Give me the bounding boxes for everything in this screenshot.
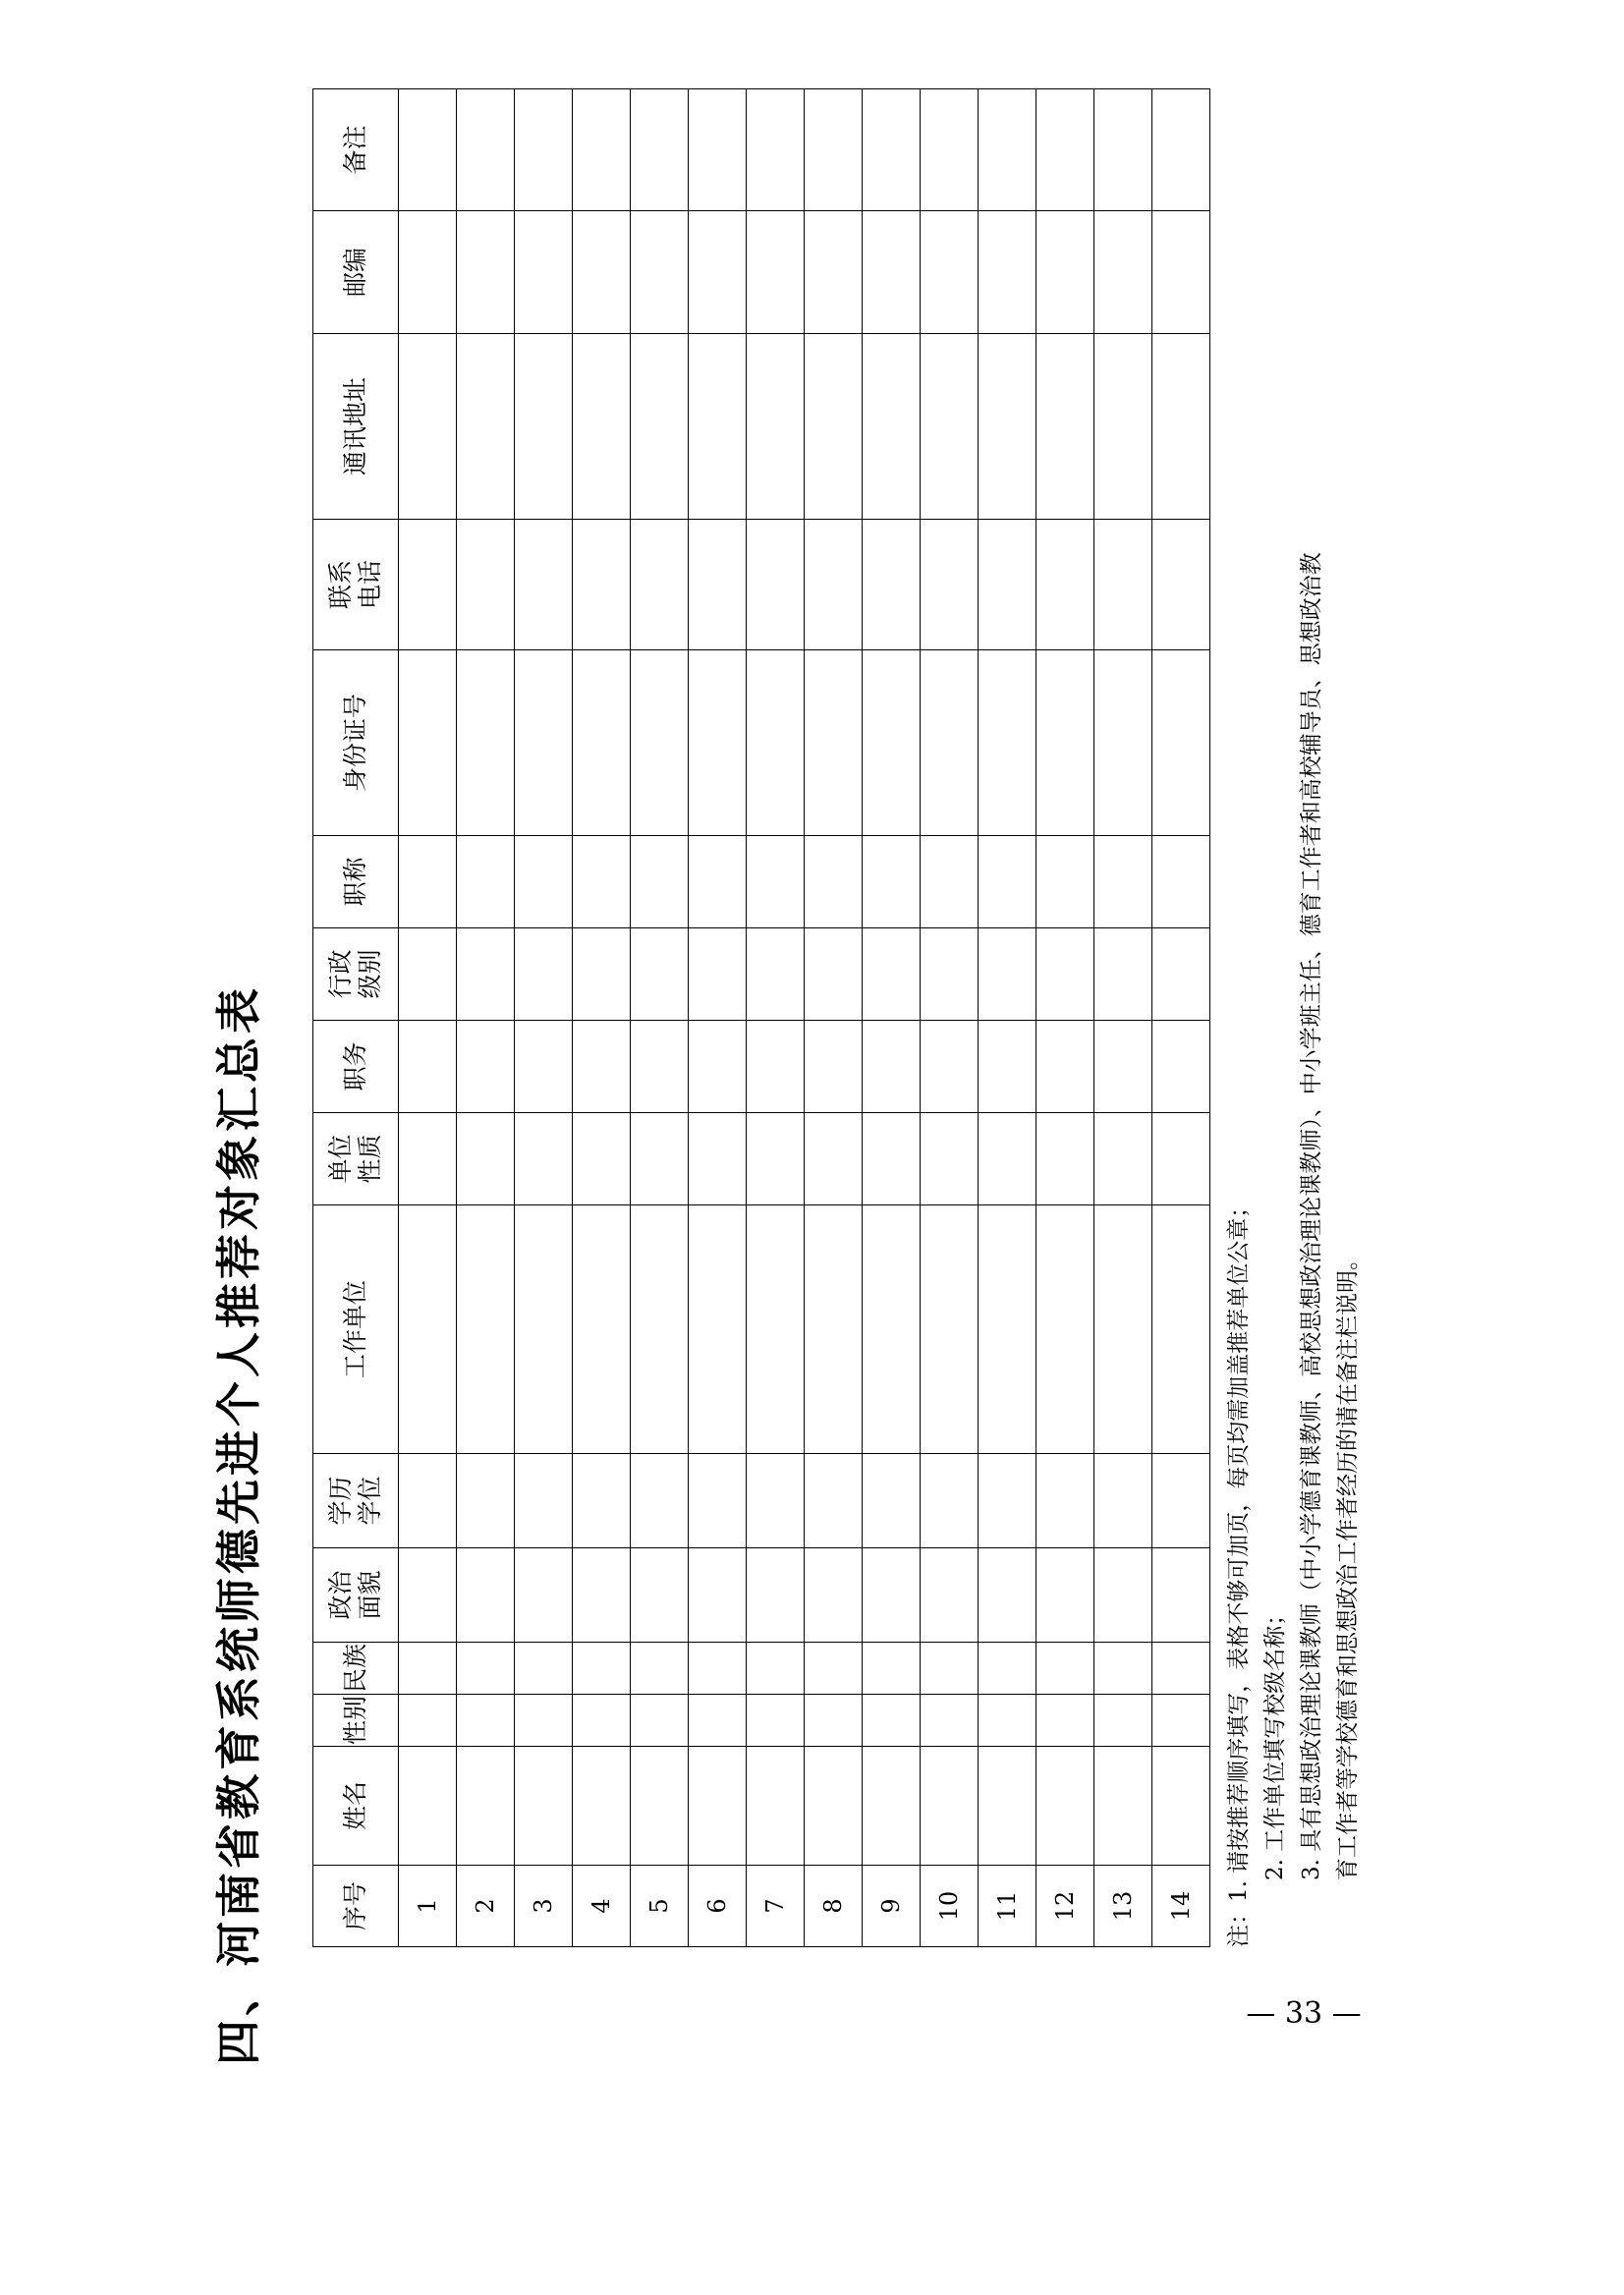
empty-cell [573, 520, 631, 650]
empty-cell [631, 1548, 689, 1643]
empty-cell [863, 1548, 921, 1643]
table-row [631, 89, 689, 1947]
column-header [313, 1113, 399, 1205]
empty-cell [1152, 650, 1210, 836]
empty-cell [399, 334, 457, 520]
column-header [313, 1021, 399, 1113]
empty-cell [457, 650, 515, 836]
row-number-cell: 4 [573, 1866, 631, 1947]
empty-cell [805, 211, 863, 334]
row-number-cell: 2 [457, 1866, 515, 1947]
empty-cell [979, 928, 1036, 1021]
empty-cell [747, 89, 805, 211]
empty-cell [805, 1548, 863, 1643]
empty-cell [689, 1113, 747, 1205]
empty-cell [863, 211, 921, 334]
table-row [399, 89, 457, 1947]
note-line-1: 注：1. 请按推荐顺序填写，表格不够可加页，每页均需加盖推荐单位公章； [1226, 1195, 1252, 1947]
empty-cell [863, 650, 921, 836]
empty-cell [863, 334, 921, 520]
column-header [313, 1643, 399, 1695]
empty-cell [805, 836, 863, 928]
empty-cell [573, 1747, 631, 1866]
empty-cell [457, 1205, 515, 1454]
empty-cell [979, 1548, 1036, 1643]
column-header [313, 650, 399, 836]
row-number-cell: 8 [805, 1866, 863, 1947]
empty-cell [1036, 211, 1094, 334]
empty-cell [747, 650, 805, 836]
table-row [805, 89, 863, 1947]
empty-cell [747, 520, 805, 650]
empty-cell [747, 1643, 805, 1695]
column-header-text: 级别 [356, 949, 384, 999]
empty-cell [399, 1643, 457, 1695]
empty-cell [1152, 1205, 1210, 1454]
column-header [313, 928, 399, 1021]
empty-cell [979, 1643, 1036, 1695]
column-header-text: 政治 [326, 1570, 355, 1620]
empty-cell [1094, 1643, 1152, 1695]
empty-cell [747, 1548, 805, 1643]
empty-cell [921, 1747, 979, 1866]
empty-cell [689, 1205, 747, 1454]
table-row [979, 89, 1036, 1947]
column-header-text: 身份证号 [341, 694, 369, 793]
empty-cell [457, 1113, 515, 1205]
empty-cell [1152, 1021, 1210, 1113]
empty-cell [1036, 334, 1094, 520]
empty-cell [689, 1548, 747, 1643]
row-number-cell: 14 [1152, 1866, 1210, 1947]
empty-cell [457, 334, 515, 520]
empty-cell [747, 1113, 805, 1205]
column-header-text: 邮编 [341, 248, 369, 298]
row-number-cell: 11 [979, 1866, 1036, 1947]
empty-cell [805, 1695, 863, 1747]
empty-cell [1036, 1021, 1094, 1113]
empty-cell [1036, 928, 1094, 1021]
column-header [313, 836, 399, 928]
empty-cell [805, 650, 863, 836]
column-header-text: 职务 [341, 1041, 369, 1092]
empty-cell [399, 1454, 457, 1548]
empty-cell [515, 1021, 573, 1113]
empty-cell [515, 211, 573, 334]
empty-cell [805, 1747, 863, 1866]
empty-cell [979, 1205, 1036, 1454]
empty-cell [921, 1113, 979, 1205]
empty-cell [457, 1021, 515, 1113]
empty-cell [979, 334, 1036, 520]
empty-cell [631, 1113, 689, 1205]
empty-cell [689, 836, 747, 928]
empty-cell [1152, 1695, 1210, 1747]
empty-cell [805, 928, 863, 1021]
empty-cell [863, 1643, 921, 1695]
empty-cell [631, 1454, 689, 1548]
empty-cell [921, 89, 979, 211]
empty-cell [631, 1643, 689, 1695]
summary-table [312, 88, 1210, 1947]
empty-cell [1152, 1454, 1210, 1548]
empty-cell [1152, 1548, 1210, 1643]
row-number-cell: 9 [863, 1866, 921, 1947]
empty-cell [399, 928, 457, 1021]
empty-cell [1036, 1695, 1094, 1747]
empty-cell [631, 1205, 689, 1454]
empty-cell [515, 1643, 573, 1695]
empty-cell [863, 1454, 921, 1548]
empty-cell [1094, 1747, 1152, 1866]
page-number: — 33 — [1246, 1996, 1362, 2031]
column-header [313, 334, 399, 520]
empty-cell [631, 1021, 689, 1113]
empty-cell [1036, 1205, 1094, 1454]
empty-cell [863, 1205, 921, 1454]
row-number-cell: 1 [399, 1866, 457, 1947]
empty-cell [457, 1643, 515, 1695]
empty-cell [747, 1205, 805, 1454]
column-header [313, 1454, 399, 1548]
empty-cell [689, 928, 747, 1021]
empty-cell [573, 1695, 631, 1747]
empty-cell [1094, 211, 1152, 334]
table-row [1152, 89, 1210, 1947]
empty-cell [573, 650, 631, 836]
row-number-cell: 12 [1036, 1866, 1094, 1947]
empty-cell [689, 520, 747, 650]
empty-cell [1094, 1695, 1152, 1747]
table-row [457, 89, 515, 1947]
empty-cell [1036, 1548, 1094, 1643]
empty-cell [631, 89, 689, 211]
empty-cell [805, 89, 863, 211]
empty-cell [457, 1454, 515, 1548]
column-header [313, 1548, 399, 1643]
empty-cell [515, 1454, 573, 1548]
row-number-cell: 3 [515, 1866, 573, 1947]
empty-cell [921, 1205, 979, 1454]
empty-cell [863, 89, 921, 211]
empty-cell [1152, 928, 1210, 1021]
empty-cell [515, 1205, 573, 1454]
row-number-cell: 7 [747, 1866, 805, 1947]
empty-cell [399, 1747, 457, 1866]
empty-cell [457, 1548, 515, 1643]
empty-cell [921, 334, 979, 520]
column-header-text: 性别 [341, 1696, 369, 1746]
empty-cell [515, 1747, 573, 1866]
empty-cell [631, 520, 689, 650]
empty-cell [1094, 1021, 1152, 1113]
table-row [921, 89, 979, 1947]
empty-cell [399, 1205, 457, 1454]
column-header-text: 通讯地址 [341, 377, 369, 476]
row-number-cell: 10 [921, 1866, 979, 1947]
empty-cell [921, 520, 979, 650]
empty-cell [399, 1113, 457, 1205]
empty-cell [457, 1695, 515, 1747]
empty-cell [863, 1021, 921, 1113]
column-header [313, 211, 399, 334]
notes [1221, 198, 1367, 1947]
empty-cell [921, 928, 979, 1021]
empty-cell [863, 928, 921, 1021]
empty-cell [689, 1454, 747, 1548]
column-header [313, 1205, 399, 1454]
empty-cell [1152, 836, 1210, 928]
table-row [1094, 89, 1152, 1947]
empty-cell [515, 334, 573, 520]
empty-cell [805, 1021, 863, 1113]
empty-cell [979, 1695, 1036, 1747]
empty-cell [689, 1747, 747, 1866]
empty-cell [805, 1643, 863, 1695]
empty-cell [515, 928, 573, 1021]
empty-cell [1036, 1113, 1094, 1205]
empty-cell [921, 836, 979, 928]
empty-cell [1152, 89, 1210, 211]
empty-cell [863, 836, 921, 928]
empty-cell [805, 1454, 863, 1548]
empty-cell [515, 89, 573, 211]
empty-cell [457, 211, 515, 334]
column-header-text: 姓名 [341, 1781, 369, 1831]
column-header-text: 工作单位 [341, 1280, 369, 1379]
rotated-page-content [199, 125, 1428, 2075]
empty-cell [399, 89, 457, 211]
empty-cell [805, 1113, 863, 1205]
empty-cell [1094, 836, 1152, 928]
empty-cell [515, 1695, 573, 1747]
empty-cell [399, 1021, 457, 1113]
empty-cell [457, 1747, 515, 1866]
empty-cell [1152, 520, 1210, 650]
column-header-text: 序号 [341, 1881, 369, 1931]
empty-cell [573, 928, 631, 1021]
empty-cell [1036, 520, 1094, 650]
table-row [515, 89, 573, 1947]
empty-cell [979, 89, 1036, 211]
empty-cell [689, 211, 747, 334]
empty-cell [747, 928, 805, 1021]
empty-cell [921, 1695, 979, 1747]
empty-cell [921, 1454, 979, 1548]
column-header [313, 1695, 399, 1747]
note-line-3: 3. 具有思想政治理论课教师（中小学德育课教师、高校思想政治理论课教师）、中小学班主任、德育工作者和高校辅导员、思想政治教 [1299, 552, 1324, 1880]
empty-cell [1094, 650, 1152, 836]
empty-cell [1094, 928, 1152, 1021]
empty-cell [1094, 520, 1152, 650]
column-header [313, 89, 399, 211]
empty-cell [689, 1643, 747, 1695]
empty-cell [979, 1454, 1036, 1548]
empty-cell [573, 1454, 631, 1548]
empty-cell [747, 1454, 805, 1548]
empty-cell [979, 1747, 1036, 1866]
document-title: 四、河南省教育系统师德先进个人推荐对象汇总表 [212, 984, 265, 2065]
empty-cell [805, 334, 863, 520]
empty-cell [573, 334, 631, 520]
column-header-text: 学位 [356, 1476, 384, 1526]
empty-cell [863, 1747, 921, 1866]
empty-cell [1152, 211, 1210, 334]
column-header-text: 学历 [326, 1476, 355, 1526]
note-line-4: 育工作者等学校德育和思想政治工作者经历的请在备注栏说明。 [1335, 1248, 1361, 1880]
empty-cell [1036, 650, 1094, 836]
empty-cell [1094, 1113, 1152, 1205]
empty-cell [631, 650, 689, 836]
empty-cell [631, 1695, 689, 1747]
empty-cell [399, 1695, 457, 1747]
empty-cell [805, 1205, 863, 1454]
empty-cell [747, 1695, 805, 1747]
empty-cell [457, 520, 515, 650]
column-header-text: 备注 [341, 125, 369, 175]
empty-cell [689, 1695, 747, 1747]
empty-cell [1152, 1113, 1210, 1205]
column-header-text: 职称 [341, 857, 369, 907]
empty-cell [747, 1021, 805, 1113]
empty-cell [1036, 836, 1094, 928]
empty-cell [863, 1695, 921, 1747]
empty-cell [515, 1548, 573, 1643]
table-body [399, 89, 1210, 1947]
column-header [313, 520, 399, 650]
empty-cell [747, 334, 805, 520]
column-header-text: 民族 [341, 1644, 369, 1694]
table-row [747, 89, 805, 1947]
column-header-text: 电话 [356, 560, 384, 610]
empty-cell [573, 1643, 631, 1695]
column-header-text: 联系 [326, 560, 355, 610]
note-line-2: 2. 工作单位填写校级名称； [1262, 1602, 1288, 1880]
empty-cell [689, 1021, 747, 1113]
empty-cell [631, 334, 689, 520]
empty-cell [631, 836, 689, 928]
table-header-row [313, 89, 399, 1947]
table-row [689, 89, 747, 1947]
table-row [863, 89, 921, 1947]
column-header-text: 面貌 [356, 1570, 384, 1620]
empty-cell [689, 89, 747, 211]
empty-cell [747, 211, 805, 334]
empty-cell [863, 520, 921, 650]
empty-cell [1094, 89, 1152, 211]
empty-cell [457, 89, 515, 211]
empty-cell [979, 1021, 1036, 1113]
empty-cell [515, 650, 573, 836]
table-row [1036, 89, 1094, 1947]
empty-cell [921, 1021, 979, 1113]
empty-cell [1094, 1205, 1152, 1454]
empty-cell [573, 89, 631, 211]
empty-cell [573, 211, 631, 334]
empty-cell [1094, 1454, 1152, 1548]
table-row [573, 89, 631, 1947]
row-number-cell: 6 [689, 1866, 747, 1947]
empty-cell [573, 1113, 631, 1205]
empty-cell [805, 520, 863, 650]
empty-cell [979, 520, 1036, 650]
empty-cell [631, 211, 689, 334]
empty-cell [399, 520, 457, 650]
column-header-text: 性质 [356, 1134, 384, 1184]
empty-cell [979, 211, 1036, 334]
empty-cell [1094, 334, 1152, 520]
empty-cell [515, 836, 573, 928]
column-header [313, 1747, 399, 1866]
empty-cell [921, 1548, 979, 1643]
empty-cell [573, 1021, 631, 1113]
empty-cell [399, 211, 457, 334]
empty-cell [979, 650, 1036, 836]
empty-cell [399, 650, 457, 836]
empty-cell [747, 836, 805, 928]
empty-cell [979, 1113, 1036, 1205]
empty-cell [457, 928, 515, 1021]
empty-cell [1152, 334, 1210, 520]
empty-cell [573, 1548, 631, 1643]
empty-cell [747, 1747, 805, 1866]
empty-cell [1036, 89, 1094, 211]
row-number-cell: 13 [1094, 1866, 1152, 1947]
empty-cell [515, 520, 573, 650]
row-number-cell: 5 [631, 1866, 689, 1947]
empty-cell [689, 334, 747, 520]
empty-cell [921, 211, 979, 334]
empty-cell [921, 1643, 979, 1695]
empty-cell [1094, 1548, 1152, 1643]
empty-cell [863, 1113, 921, 1205]
column-header-text: 单位 [326, 1134, 355, 1184]
empty-cell [515, 1113, 573, 1205]
column-header [313, 1866, 399, 1947]
empty-cell [921, 650, 979, 836]
empty-cell [1036, 1747, 1094, 1866]
empty-cell [1152, 1747, 1210, 1866]
empty-cell [631, 928, 689, 1021]
column-header-text: 行政 [326, 949, 355, 999]
empty-cell [631, 1747, 689, 1866]
empty-cell [1152, 1643, 1210, 1695]
empty-cell [979, 836, 1036, 928]
empty-cell [1036, 1454, 1094, 1548]
empty-cell [399, 1548, 457, 1643]
empty-cell [689, 650, 747, 836]
empty-cell [573, 1205, 631, 1454]
empty-cell [573, 836, 631, 928]
empty-cell [457, 836, 515, 928]
empty-cell [399, 836, 457, 928]
empty-cell [1036, 1643, 1094, 1695]
